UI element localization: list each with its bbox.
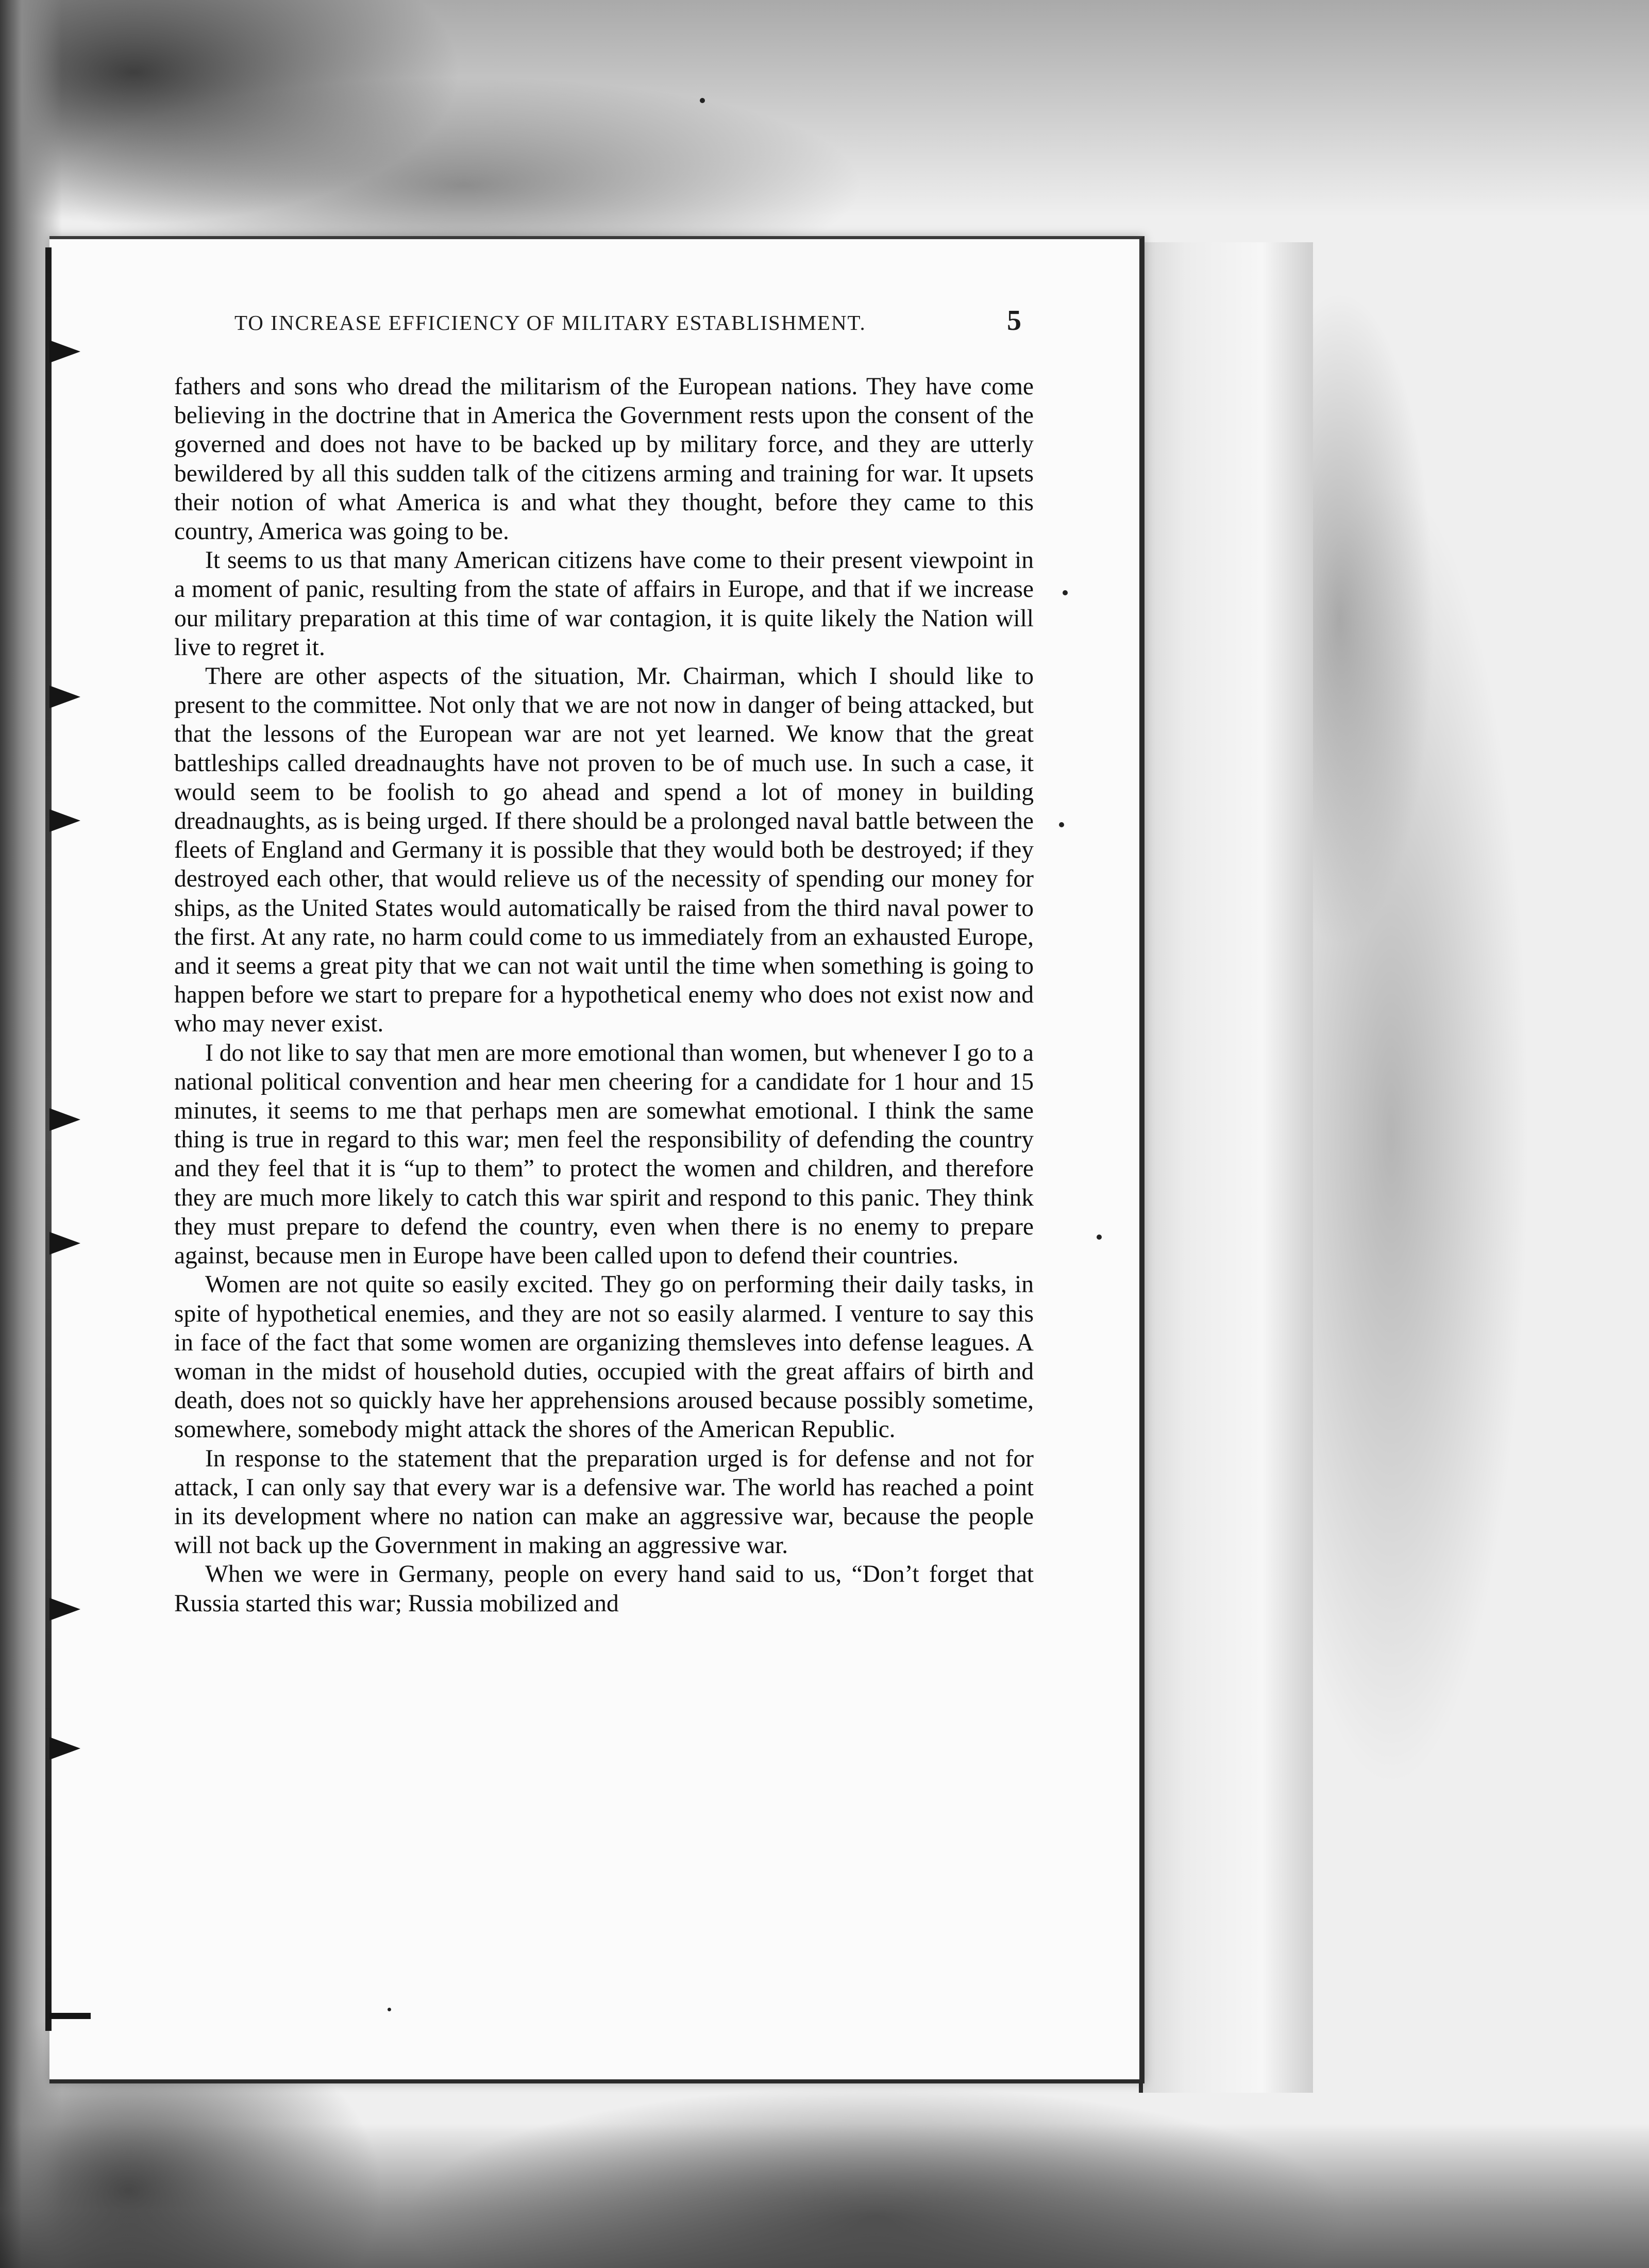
binding-tab-mark (49, 340, 80, 363)
binding-tab-mark (49, 1232, 80, 1255)
scan-speck (388, 2008, 391, 2011)
paragraph: There are other aspects of the situation, Mr. Chairman, which I should like to present to the committee. Not only that we are not now in danger of being attacked, but that the lessons of the European war are not yet learned. We know that the great battleships called dreadnaughts have not proven to be of much use. In such a case, it would seem to be foolish to go ahead and spend a lot of money in building dreadnaughts, as is being urged. If there should be a prolonged naval battle between the fleets of England and Germany it is possible that they would both be destroyed; if they destroyed each other, that would relieve us of the necessity of spending our money for ships, as the United States would automatically be raised from the third naval power to the first. At any rate, no harm could come to us immediately from an exhausted Europe, and it seems a great pity that we can not wait until the time when something is going to happen before we start to prepare for a hypothetical enemy who does not exist now and who may never exist. (174, 663, 1034, 1038)
binding-tab-mark (49, 2013, 91, 2019)
paragraph: Women are not quite so easily excited. They go on performing their daily tasks, in spite of hypothetical enemies, and they are not so easily alarmed. I venture to say this in face of the fact that some women are organizing themsleves into defense leagues. A woman in the midst of household duties, occupied with the great affairs of birth and death, does not so quickly have her apprehensions aroused because possibly sometime, somewhere, somebody might attack the shores of the American Republic. (174, 1271, 1034, 1443)
body-text (174, 372, 1034, 1618)
binding-tab-mark (49, 1108, 80, 1131)
scan-speck (1097, 1235, 1102, 1240)
book-page-edges (1139, 242, 1313, 2093)
paragraph: It seems to us that many American citizens have come to their present viewpoint in a moment of panic, resulting from the state of affairs in Europe, and that if we increase our military preparation at this time of war contagion, it is quite likely the Nation will live to regret it. (174, 547, 1034, 661)
paragraph: When we were in Germany, people on every hand said to us, “Don’t forget that Russia started this war; Russia mobilized and (174, 1561, 1034, 1617)
paragraph: I do not like to say that men are more emotional than women, but whenever I go to a national political convention and hear men cheering for a candidate for 1 hour and 15 minutes, it seems to me that perhaps men are somewhat emotional. I think the same thing is true in regard to this war; men feel the responsibility of defending the country and they feel that it is “up to them” to protect the women and children, and therefore they are much more likely to catch this war spirit and respond to this panic. They think they must prepare to defend the country, even when there is no enemy to prepare against, because men in Europe have been called upon to defend their countries. (174, 1039, 1034, 1270)
page-number: 5 (1007, 305, 1021, 337)
scan-shadow-bottom (0, 2124, 1649, 2268)
binding-edge (45, 247, 52, 2031)
scan-speck (1063, 590, 1068, 595)
paragraph: fathers and sons who dread the militarism of the European nations. They have come believing in the doctrine that in America the Government rests upon the consent of the governed and does not have to be backed up by military force, and they are utterly bewildered by all this sudden talk of the citizens arming and training for war. It upsets their notion of what America is and what they thought, before they came to this country, America was going to be. (174, 373, 1034, 545)
scan-shadow-top (0, 0, 1649, 216)
scan-speck (700, 98, 705, 103)
binding-tab-mark (49, 1598, 80, 1621)
running-header: TO INCREASE EFFICIENCY OF MILITARY ESTABLISHMENT. (234, 311, 866, 335)
binding-tab-mark (49, 1737, 80, 1760)
binding-tab-mark (49, 809, 80, 832)
scan-speck (1059, 822, 1064, 827)
binding-tab-mark (49, 686, 80, 708)
paragraph: In response to the statement that the preparation urged is for defense and not for attack, I can only say that every war is a defensive war. The world has reached a point in its development where no nation can make an aggressive war, because the people will not back up the Government in making an aggressive war. (174, 1445, 1034, 1559)
